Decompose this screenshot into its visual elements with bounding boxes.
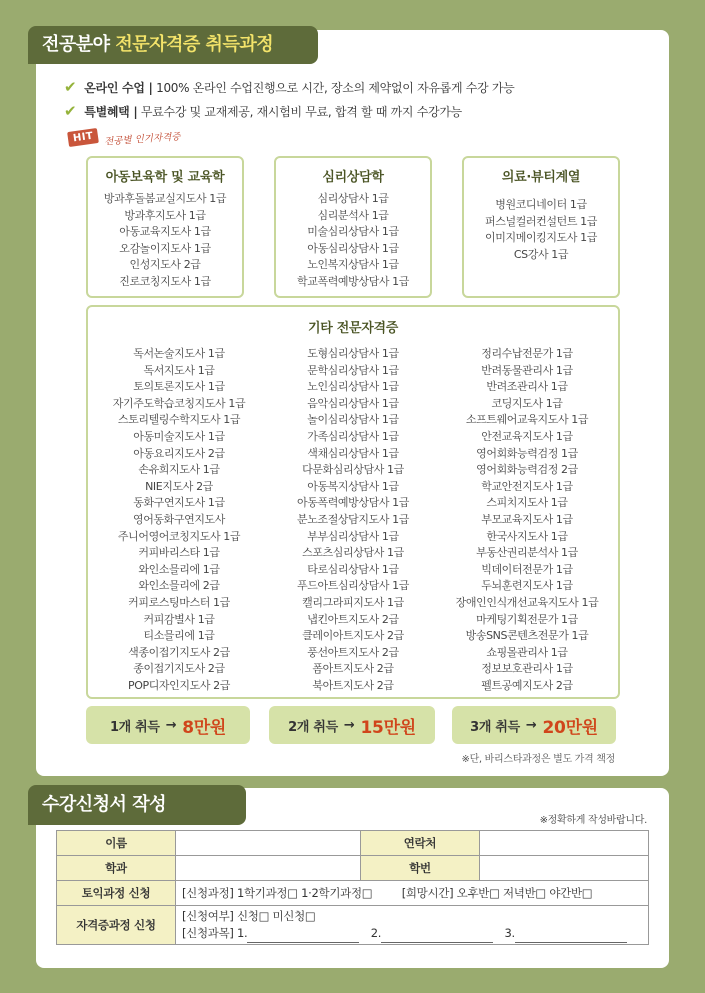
list-item: 동화구연지도사 1급 [133,496,225,510]
subject-blank-2[interactable] [381,925,493,943]
list-item: NIE지도사 2급 [145,479,213,493]
list-item: 커피바리스타 1급 [138,546,220,560]
list-item: 영어동화구연지도사 [132,512,226,526]
toeic-course-options[interactable]: [신청과정] 1학기과정□ 1·2학기과정□ [182,886,373,900]
list-item: 반려동물관리사 1급 [481,363,573,377]
dept-label: 학과 [57,856,176,881]
list-item: 부동산권리분석사 1급 [476,546,578,560]
list-item: 노인복지상담사 1급 [307,258,399,271]
list-item: 풍선아트지도사 2급 [307,645,399,659]
list-item: 쇼핑몰관리사 1급 [486,645,568,659]
price-note: ※단, 바리스타과정은 별도 가격 책정 [461,754,615,765]
list-item: 영어회화능력검정 1급 [476,446,578,460]
list-item: 오감놀이지도사 1급 [119,241,211,255]
list-item: 독서지도사 1급 [143,363,215,377]
bullet-online-class: ✔ 온라인 수업 | 100% 온라인 수업진행으로 시간, 장소의 제약없이 자유롭게 수강 가능 [64,78,515,96]
category-box-counseling [274,156,432,298]
list-item: 독서논술지도사 1급 [133,347,225,360]
list-item: 병원코디네이터 1급 [495,198,587,211]
list-item: 아동폭력예방상담사 1급 [297,496,409,510]
name-label: 이름 [57,831,176,856]
category-box-childcare [86,156,244,298]
other-column-1 [92,346,266,694]
list-item: 스토리텔링수학지도사 1급 [117,413,241,427]
list-item: 정리수납전문가 1급 [481,347,573,360]
list-item: 주니어영어코칭지도사 1급 [117,529,241,543]
list-item: 한국사지도사 1급 [486,529,568,543]
list-item: 소프트웨어교육지도사 1급 [465,413,589,427]
list-item: POP디자인지도사 2급 [127,678,230,692]
list-item: 방과후지도사 1급 [124,208,206,222]
check-icon: ✔ [64,78,77,96]
list-item: 음악심리상담사 1급 [307,396,399,410]
category-title: 기타 전문자격증 [307,321,399,336]
list-item: 반려조관리사 1급 [486,380,568,394]
list-item: 와인소믈리에 2급 [138,579,220,593]
category-box-medical-beauty [462,156,620,298]
list-item: 캘리그라피지도사 1급 [302,595,404,609]
list-item: 손유희지도사 1급 [138,463,220,477]
other-column-2 [266,346,440,694]
category-title: 의료·뷰티계열 [501,170,581,185]
list-item: 안전교육지도사 1급 [481,429,573,443]
list-item: 커피감별사 1급 [143,612,215,626]
subject-num-2: 2. [370,925,382,940]
price-2-cert: 2개 취득 → 15만원 [269,706,435,744]
bullet-special-benefit: ✔ 특별혜택 | 무료수강 및 교재제공, 재시험비 무료, 합격 할 때 까지 수강가능 [64,102,462,120]
list-item: 진로코칭지도사 1급 [119,274,211,288]
subject-blank-1[interactable] [247,925,359,943]
list-item: 부모교육지도사 1급 [481,512,573,526]
list-item: 토의토론지도사 1급 [133,380,225,394]
hit-badge: HIT [67,128,99,147]
list-item: 방송SNS콘텐츠전문가 1급 [465,629,589,643]
subject-blank-3[interactable] [515,925,627,943]
list-item: 아동요리지도사 2급 [133,446,225,460]
list-item: 이미지메이킹지도사 1급 [485,231,597,244]
list-item: 학교안전지도사 1급 [481,479,573,493]
list-item: 자기주도학습코칭지도사 1급 [112,396,246,410]
list-item: 두뇌훈련지도사 1급 [481,579,573,593]
price-1-cert: 1개 취득 → 8만원 [86,706,250,744]
list-item: 커피로스팅마스터 1급 [128,595,230,609]
list-item: 타로심리상담사 1급 [307,562,399,576]
list-item: 심리상담사 1급 [317,192,389,205]
list-item: 냅킨아트지도사 2급 [307,612,399,626]
cert-subject-row [182,925,642,943]
cert-subject-label: [신청과목] 1. [182,925,248,940]
toeic-time-options[interactable]: [희망시간] 오후반□ 저녁반□ 야간반□ [401,886,593,900]
subject-num-3: 3. [504,925,515,940]
contact-label: 연락처 [361,831,480,856]
list-item: 미술심리상담사 1급 [307,225,399,238]
list-item: 놀이심리상담사 1급 [307,413,399,427]
list-item: 폼아트지도사 2급 [312,662,394,676]
category-title: 아동보육학 및 교육학 [105,170,225,185]
dept-field[interactable] [176,856,361,881]
list-item: 노인심리상담사 1급 [307,380,399,394]
list-item: 스피치지도사 1급 [486,496,568,510]
list-item: 퍼스널컬러컨설턴트 1급 [485,214,597,228]
list-item: 스포츠심리상담사 1급 [302,546,404,560]
name-field[interactable] [176,831,361,856]
list-item: 색종이접기지도사 2급 [128,645,230,659]
list-item: 티소믈리에 1급 [143,629,215,643]
list-item: 문학심리상담사 1급 [307,363,399,377]
list-item: 색채심리상담사 1급 [307,446,399,460]
category-title: 심리상담학 [322,170,384,185]
cert-apply-options[interactable]: [신청여부] 신청□ 미신청□ [182,908,316,923]
contact-field[interactable] [480,831,649,856]
list-item: 심리분석사 1급 [317,208,389,222]
list-item: 분노조절상담지도사 1급 [297,512,409,526]
list-item: 부부심리상담사 1급 [307,529,399,543]
list-item: 펠트공예지도사 2급 [481,678,573,692]
list-item: 학교폭력예방상담사 1급 [297,274,409,288]
list-item: 정보보호관리사 1급 [481,662,573,676]
section-title-application: 수강신청서 작성 [28,785,246,825]
cert-label: 자격증과정 신청 [57,906,176,945]
form-note: ※정확하게 작성바랍니다. [539,815,647,826]
list-item: 아동심리상담사 1급 [307,241,399,255]
application-form [56,830,649,945]
student-no-field[interactable] [480,856,649,881]
hit-banner [68,130,182,148]
price-3-cert: 3개 취득 → 20만원 [452,706,616,744]
list-item: 장애인인식개선교육지도사 1급 [455,595,599,609]
list-item: 방과후돌봄교실지도사 1급 [103,192,227,205]
section-title-certificates: 전공분야 전문자격증 취득과정 [28,26,318,64]
hit-caption: 전공별 인기자격증 [104,130,182,148]
list-item: 다문화심리상담사 1급 [302,463,404,477]
other-column-3 [440,346,614,694]
list-item: 와인소믈리에 1급 [138,562,220,576]
list-item: 종이접기지도사 2급 [133,662,225,676]
toeic-options[interactable] [176,881,649,906]
list-item: 북아트지도사 2급 [312,678,394,692]
list-item: 클레이아트지도사 2급 [302,629,404,643]
list-item: 코딩지도사 1급 [491,396,563,410]
student-no-label: 학번 [361,856,480,881]
check-icon: ✔ [64,102,77,120]
list-item: 푸드아트심리상담사 1급 [297,579,409,593]
list-item: 영어회화능력검정 2급 [476,463,578,477]
toeic-label: 토익과정 신청 [57,881,176,906]
cert-options[interactable] [176,906,649,945]
category-box-other [86,305,620,699]
list-item: 도형심리상담사 1급 [307,347,399,360]
list-item: CS강사 1급 [513,247,569,261]
list-item: 빅데이터전문가 1급 [481,562,573,576]
list-item: 아동복지상담사 1급 [307,479,399,493]
list-item: 마케팅기획전문가 1급 [476,612,578,626]
list-item: 가족심리상담사 1급 [307,429,399,443]
list-item: 인성지도사 2급 [129,258,201,271]
list-item: 아동미술지도사 1급 [133,429,225,443]
list-item: 아동교육지도사 1급 [119,225,211,238]
